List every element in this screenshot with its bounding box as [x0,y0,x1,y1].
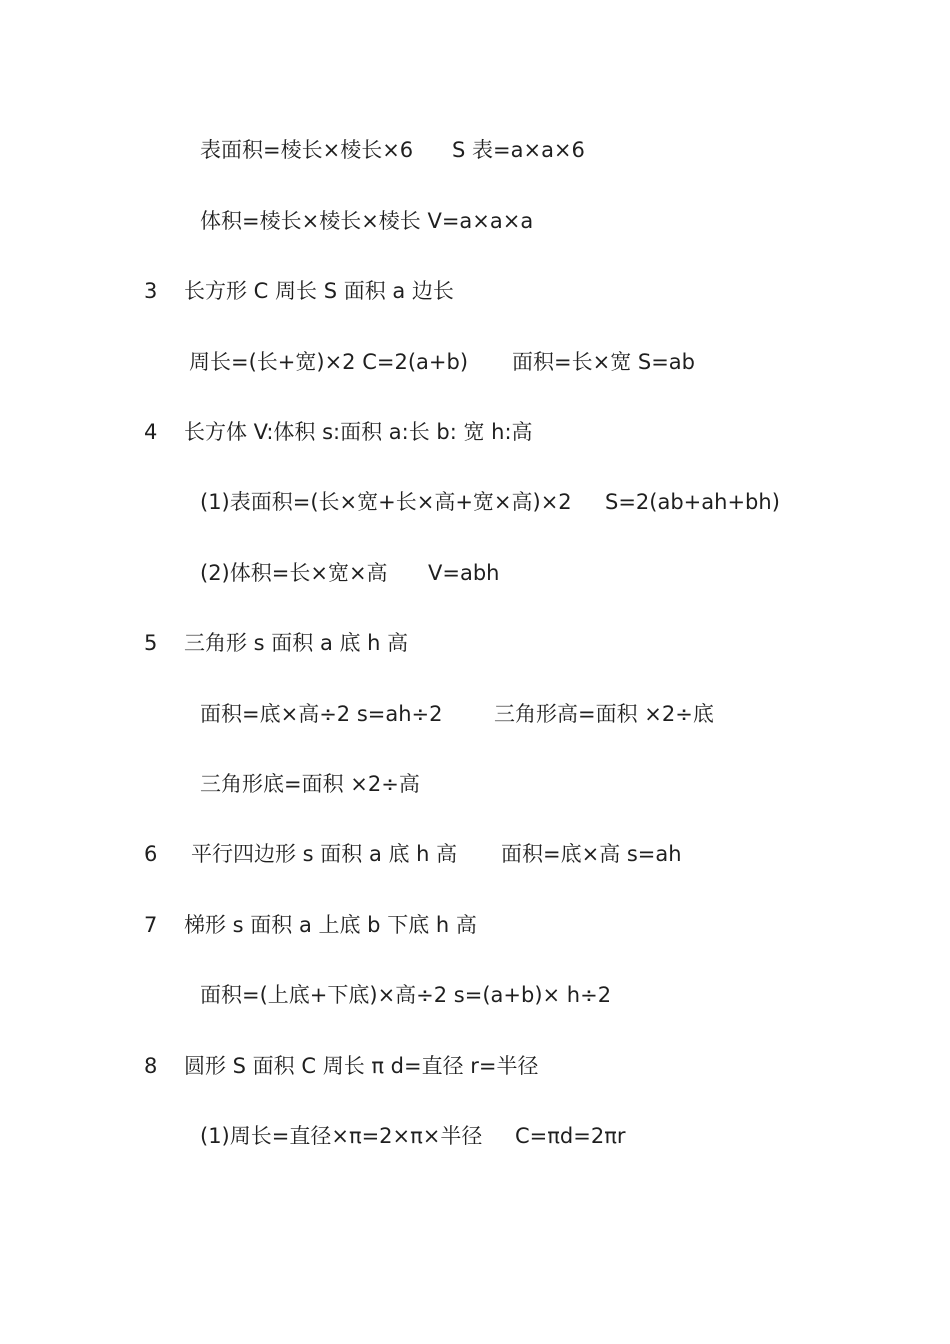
rectangle-area: 面积=长×宽 S=ab [512,350,695,374]
section-number-6: 6 [144,842,158,866]
circle-perimeter-formula: C=πd=2πr [515,1124,626,1148]
cuboid-surface-text: (1)表面积=(长×宽+长×高+宽×高)×2 [200,490,572,514]
cube-surface-formula: S 表=a×a×6 [452,138,585,162]
triangle-base: 三角形底=面积 ×2÷高 [200,772,420,796]
cuboid-surface-formula: S=2(ab+ah+bh) [605,490,780,514]
trapezoid-area: 面积=(上底+下底)×高÷2 s=(a+b)× h÷2 [200,983,612,1007]
cuboid-volume-formula: V=abh [428,561,500,585]
cuboid-title: 长方体 V:体积 s:面积 a:长 b: 宽 h:高 [184,420,533,444]
cube-volume-text: 体积=棱长×棱长×棱长 V=a×a×a [200,209,534,233]
trapezoid-title: 梯形 s 面积 a 上底 b 下底 h 高 [184,913,477,937]
triangle-area: 面积=底×高÷2 s=ah÷2 [200,702,443,726]
triangle-height: 三角形高=面积 ×2÷底 [494,702,714,726]
rectangle-perimeter: 周长=(长+宽)×2 C=2(a+b) [189,350,469,374]
section-number-3: 3 [144,279,158,303]
cube-surface-text: 表面积=棱长×棱长×6 [200,138,414,162]
triangle-title: 三角形 s 面积 a 底 h 高 [184,631,409,655]
cuboid-volume-text: (2)体积=长×宽×高 [200,561,388,585]
circle-perimeter-text: (1)周长=直径×π=2×π×半径 [200,1124,483,1148]
circle-title: 圆形 S 面积 C 周长 π d=直径 r=半径 [184,1054,539,1078]
parallelogram-title: 平行四边形 s 面积 a 底 h 高 [191,842,458,866]
section-number-7: 7 [144,913,158,937]
section-number-8: 8 [144,1054,158,1078]
rectangle-title: 长方形 C 周长 S 面积 a 边长 [184,279,454,303]
section-number-5: 5 [144,631,158,655]
parallelogram-area: 面积=底×高 s=ah [501,842,682,866]
section-number-4: 4 [144,420,158,444]
